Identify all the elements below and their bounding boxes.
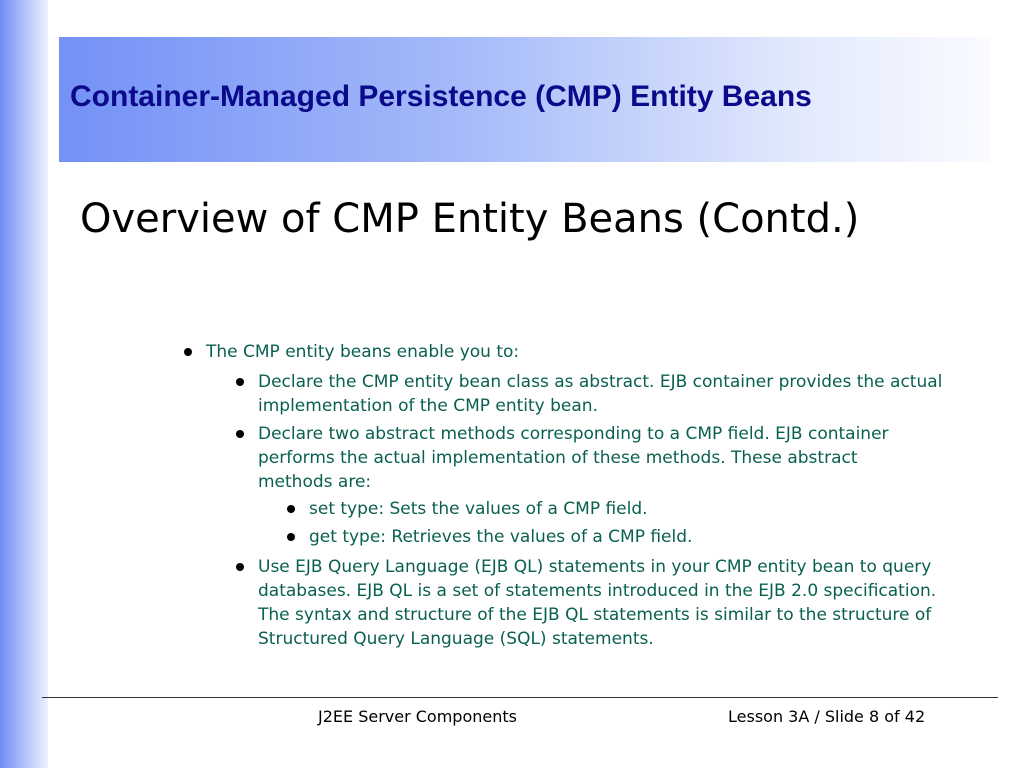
bullet-text: Declare two abstract methods corresponding to a CMP field. EJB container performs the actual implementation of these methods. These abstract methods are: xyxy=(258,424,889,492)
bullet-text: The CMP entity beans enable you to: xyxy=(206,342,520,362)
footer-divider xyxy=(42,697,998,698)
bullet-icon xyxy=(184,348,192,356)
bullet-icon xyxy=(287,533,295,541)
header-title: Container-Managed Persistence (CMP) Entity Beans xyxy=(70,80,812,113)
bullet-icon xyxy=(236,430,244,438)
bullet-text: set type: Sets the values of a CMP field. xyxy=(309,499,648,519)
bullet-text: Use EJB Query Language (EJB QL) statements in your CMP entity bean to query databases. EJB QL is a set of statements introduced in the EJB 2.0 specification. The syntax and structure of the EJB QL statements is similar to the structure of Structured Query Language (SQL) statements. xyxy=(258,557,937,649)
bullet-icon xyxy=(236,563,244,571)
left-accent-bar xyxy=(0,0,48,768)
bullet-icon xyxy=(236,378,244,386)
bullet-icon xyxy=(287,505,295,513)
bullet-text: Declare the CMP entity bean class as abstract. EJB container provides the actual implementation of the CMP entity bean. xyxy=(258,372,943,416)
footer-course: J2EE Server Components xyxy=(318,707,517,726)
slide-title: Overview of CMP Entity Beans (Contd.) xyxy=(80,196,860,242)
footer-slide-position: Lesson 3A / Slide 8 of 42 xyxy=(728,707,926,726)
bullet-text: get type: Retrieves the values of a CMP field. xyxy=(309,527,693,547)
